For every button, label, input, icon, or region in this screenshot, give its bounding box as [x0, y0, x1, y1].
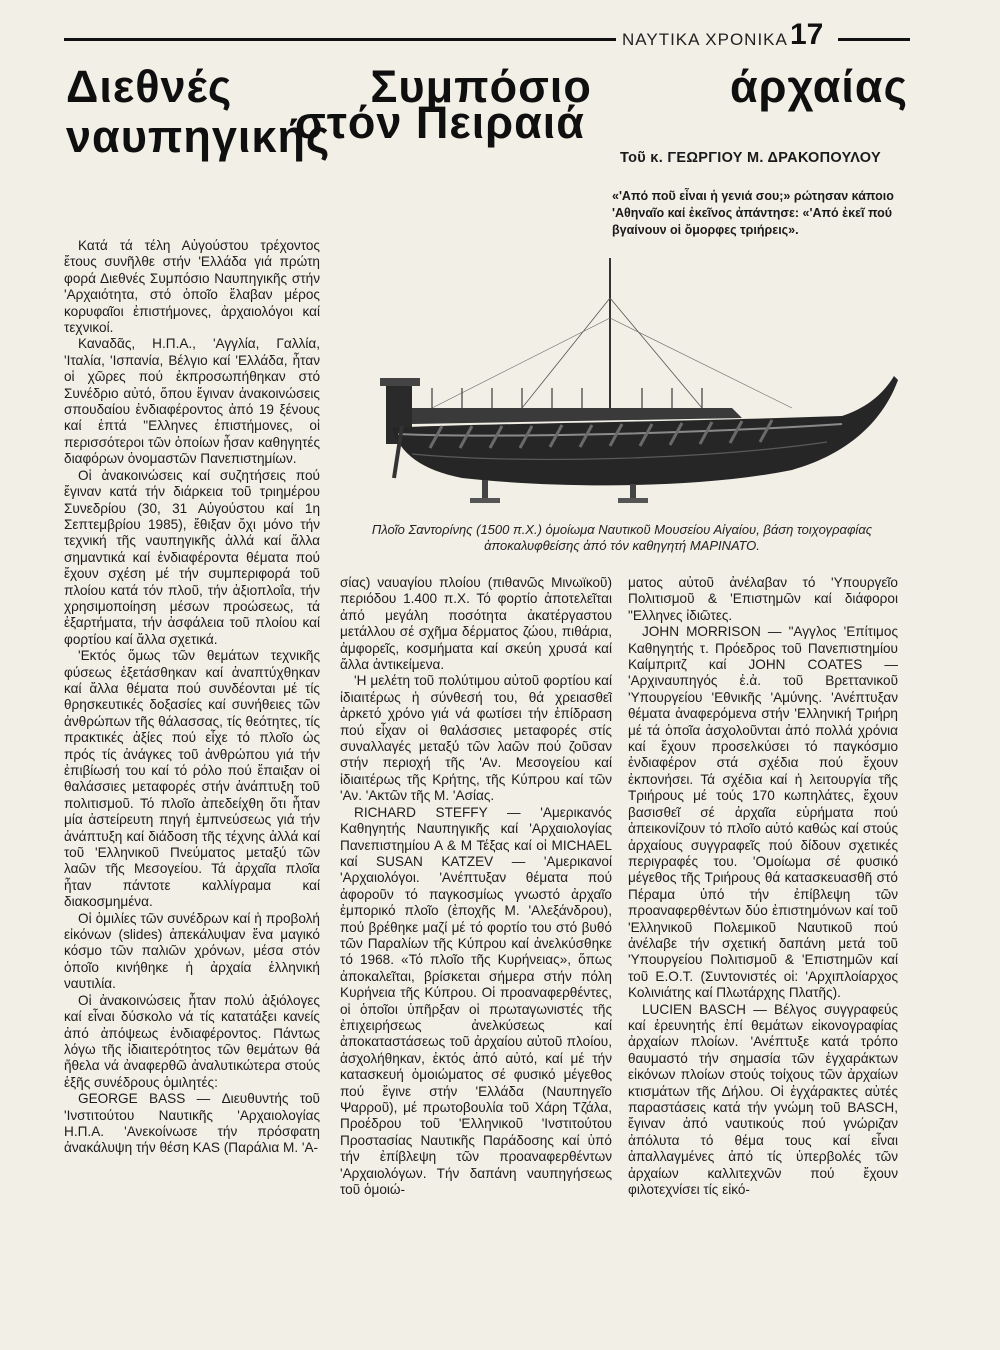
figure-caption: Πλοῖο Σαντορίνης (1500 π.Χ.) ὁμοίωμα Ναυτικοῦ Μουσείου Αἰγαίου, βάση τοιχογραφίας ἀποκαλυφθείσης ἀπό τόν καθηγητή ΜΑΡΙΝΑΤΟ. — [371, 522, 873, 553]
paragraph: Οἱ ὁμιλίες τῶν συνέδρων καί ἡ προβολή εἰκόνων (slides) ἀπεκάλυψαν ἕνα μαγικό κόσμο τῶν παλιῶν χρόνων, μέσα στόν ὁποῖο κινήθηκε ἡ ἀρχαία ἑλληνική ναυτιλία. — [64, 910, 320, 992]
page-number: 17 — [790, 18, 824, 51]
paragraph: 'Η μελέτη τοῦ πολύτιμου αὐτοῦ φορτίου καί ἰδιαιτέρως ἡ σύνθεσή του, θά χρειασθεῖ ἀρκετό χρόνο γιά νά φωτίσει τήν ἐπίδραση πού εἶχαν οἱ θαλάσσιες μεταφορές στίς συναλλαγές μεταξύ τῶν λαῶν πού ζοῦσαν στήν περιοχή τῆς 'Αν. Μεσογείου καί ἰδιαιτέρως τῆς Κρήτης, τῆς Κύπρου καί τῶν 'Αν. 'Ακτῶν τῆς Μ. 'Ασίας. — [340, 673, 612, 804]
paragraph: LUCIEN BASCH — Βέλγος συγγραφεύς καί ἐρευνητής ἐπί θεμάτων εἰκονογραφίας ἀρχαίων πλοίων. 'Ανέπτυξε κατά τρόπο θαυμαστό τήν σημασία τῶν ἐγχαράκτων εἰκόνων πλοίων στούς τοίχους τῶν ἀρχαίων κτισμάτων τῆς Δήλου. Οἱ ἐγχάρακτες αὐτές παραστάσεις κατά τήν γνώμη τοῦ BASCH, ἔγιναν ἀπό ναυτικούς πού γνώριζαν ἀπόλυτα τό θέμα τους καί εἶναι ἀπαλλαγμένες ἀπό τίς ὑπερβολές τῶν ἀρχαίων καλλιτεχνῶν πού ἔχουν φιλοτεχνίσει τίς εἰκό- — [628, 1001, 898, 1198]
header-rule-left — [64, 38, 616, 41]
magazine-name: ΝΑΥΤΙΚΑ ΧΡΟΝΙΚΑ — [622, 30, 788, 49]
ship-illustration — [372, 258, 902, 506]
paragraph: Καναδᾶς, Η.Π.Α., 'Αγγλία, Γαλλία, 'Ιταλία, 'Ισπανία, Βέλγιο καί 'Ελλάδα, ἦταν οἱ χῶρες πού ἐκπροσωπήθηκαν στό Συνέδριο αὐτό, ὅπου ἔγιναν ἀνακοινώσεις σπουδαίου ἐνδιαφέροντος ἀπό 19 ξένους καί ἑπτά "Ελληνες ἐπιστήμονες, οἱ περισσότεροι τῶν ὁποίων ἦσαν καθηγητές διαφόρων ὀνομαστῶν Πανεπιστημίων. — [64, 336, 320, 467]
paragraph: ματος αὐτοῦ ἀνέλαβαν τό 'Υπουργεῖο Πολιτισμοῦ & 'Επιστημῶν καί διάφοροι "Ελληνες ἰδιῶτες. — [628, 575, 898, 623]
paragraph: Κατά τά τέλη Αὐγούστου τρέχοντος ἔτους συνῆλθε στήν 'Ελλάδα γιά πρώτη φορά Διεθνές Συμπόσιο Ναυπηγικῆς στήν 'Αρχαιότητα, στό ὁποῖο ἔλαβαν μέρος κορυφαῖοι ἐπιστήμονες, ἀρχαιολόγοι καί τεχνικοί. — [64, 238, 320, 336]
paragraph: Οἱ ἀνακοινώσεις ἦταν πολύ ἀξιόλογες καί εἶναι δύσκολο νά τίς κατατάξει κανείς ἀπό ἀπόψεως ἐνδιαφέροντος. Πάντως λόγω τῆς ἰδιαιτερότητος τῶν θεμάτων θά ἤθελα νά ἀναφερθῶ ἀναλυτικώτερα στούς ἑξῆς συνέδρους ὁμιλητές: — [64, 992, 320, 1090]
paragraph: Οἱ ἀνακοινώσεις καί συζητήσεις πού ἔγιναν κατά τήν διάρκεια τοῦ τριημέρου Συνεδρίου (30, 31 Αὐγούστου καί 1η Σεπτεμβρίου 1985), ἔθιξαν ὄχι μόνο τήν τεχνική τῆς ναυπηγικῆς ἀλλά καί ἄλλα σημαντικά καί ἐνδιαφέροντα θέματα πού ἔχουν σχέση μέ τήν συμπεριφορά τοῦ πλοίου κατά τόν πλοῦ, τήν ἀξιοπλοΐα, τήν χρησιμοποίηση μέσων προώσεως, τά ἐξαρτήματα, τήν ἀσφάλεια τοῦ πλοίου καί φορτίου καί ἄλλα σχετικά. — [64, 467, 320, 647]
paragraph: GEORGE BASS — Διευθυντής τοῦ 'Ινστιτούτου Ναυτικῆς 'Αρχαιολογίας Η.Π.Α. 'Ανεκοίνωσε τήν πρόσφατη ἀνακάλυψη τήν θέση KAS (Παράλια Μ. 'Α- — [64, 1091, 320, 1156]
article-title-line1: Διεθνές Συμπόσιο άρχαίας ναυπηγικής — [66, 61, 908, 162]
header-rule-right — [838, 38, 910, 41]
byline: Τοῦ κ. ΓΕΩΡΓΙΟΥ Μ. ΔΡΑΚΟΠΟΥΛΟΥ — [620, 150, 881, 166]
article-column-3 — [628, 575, 898, 1290]
paragraph: JOHN MORRISON — "Αγγλος 'Επίτιμος Καθηγητής τ. Πρόεδρος τοῦ Πανεπιστημίου Καίμπριτζ καί JOHN COATES — 'Αρχιναυπηγός ἐ.ἀ. τοῦ Βρεττανικοῦ 'Υπουργείου 'Εθνικῆς 'Αμύνης. 'Ανέπτυξαν θέματα ἀναφερόμενα στήν 'Ελληνική Τριήρη μέ τά ὁποῖα ἀσχολοῦνται ἀπό πολλά χρόνια καί ἔχουν προσελκύσει τό παγκόσμιο ἐνδιαφέρον στά σχέδια πού ἔχουν ἐκπονήσει. Τά σχέδια καί ἡ λειτουργία τῆς Τριήρους μέ τούς 170 κωπηλάτες, ἔχουν βασισθεῖ σέ ἀρχαῖα εὑρήματα πού ἀπεικονίζουν τό πλοῖο αὐτό καθώς καί στούς ἀρχαίους συγγραφεῖς πού δίδουν σχετικές περιγραφές του. 'Ομοίωμα σέ φυσικό μέγεθος τῆς Τριήρους θά κατασκευασθῆ στό Πέραμα ὑπό τήν ἐπίβλεψη τῶν προαναφερθέντων δύο ἐπιστημόνων καί τοῦ 'Ελληνικοῦ Πολεμικοῦ Ναυτικοῦ πού ἀνέλαβε τήν σχετική δαπάνη μετά τοῦ 'Υπουργείου Πολιτισμοῦ & 'Επιστημῶν καί τοῦ Ε.Ο.Τ. (Συντονιστές οἱ: 'Αρχιπλοίαρχος Κολινιάτης καί Πλωτάρχης Πλατῆς). — [628, 624, 898, 1001]
paragraph: RICHARD STEFFY — 'Αμερικανός Καθηγητής Ναυπηγικῆς καί 'Αρχαιολογίας Πανεπιστημίου Α & Μ Τέξας καί οἱ MICHAEL καί SUSAN KATZEV — 'Αμερικανοί 'Αρχαιολόγοι. 'Ανέπτυξαν θέματα πού ἀφοροῦν τό παγκοσμίως γνωστό ἀρχαῖο ἐμπορικό πλοῖο (ἐποχῆς Μ. 'Αλεξάνδρου), πού βρέθηκε μαζί μέ τό φορτίο του στό βυθό τῶν Παραλίων τῆς Κύπρου καί ἀνελκύσθηκε τό 1968. «Τό πλοῖο τῆς Κυρήνειας», ὅπως ἀποκαλεῖται, βρίσκεται σήμερα στήν πόλη Κυρήνεια τῆς Κύπρου. Οἱ προαναφερθέντες, οἱ ὁποῖοι ὑπῆρξαν οἱ πρωταγωνιστές τῆς ἐπιχειρήσεως ἀνελκύσεως καί ἀποκαταστάσεως τοῦ ἀρχαίου αὐτοῦ πλοίου, ἀσχολήθηκαν, ἐκτός ἀπό αὐτό, καί μέ τήν κατασκευή ὁμοιώματος σέ φυσικό μέγεθος πού ἔγινε στήν 'Ελλάδα (Ναυπηγεῖο Ψαρροῦ), μέ πρωτοβουλία τοῦ Χάρη Τζάλα, Προέδρου τοῦ 'Ελληνικοῦ 'Ινστιτούτου Προστασίας Ναυτικῆς Παράδοσης καί ὑπό τήν ἐπίβλεψη τῶν προαναφερθέντων 'Αρχαιολόγων. Τήν δαπάνη ναυπηγήσεως τοῦ ὁμοιώ- — [340, 804, 612, 1198]
article-column-2 — [340, 575, 612, 1290]
paragraph: 'Εκτός ὅμως τῶν θεμάτων τεχνικῆς φύσεως ἐξετάσθηκαν καί ἀναπτύχθηκαν καί ἄλλα θέματα πού συνδέονται μέ τίς θρησκευτικές δοξασίες καί συνήθειες τῶν ἀνθρώπων τῆς θάλασσας, τίς θεότητες, τίς πρακτικές ἀξίες πού εἶχε τό πλοῖο ὡς πρός τίς ἀνάγκες τοῦ ἀνθρώπου γιά τήν ἐπιβίωσή του καί τό ρόλο πού ἔπαιξαν οἱ θαλάσσιες μεταφορές στήν ἀνάπτυξη τοῦ πολιτισμοῦ. Τό πλοῖο ἀπεδείχθη ὅτι ἦταν μία ἀστείρευτη πηγή ἐμπνεύσεως γιά τήν ἀνάπτυξη καί διάδοση τῆς τέχνης ἀλλά καί τοῦ 'Ελληνικοῦ Πνεύματος μεταξύ τῶν λαῶν τῆς Μεσογείου. Τά ἀρχαῖα πλοῖα ἦταν πάντοτε καλλίγραμα καί διακοσμημένα. — [64, 648, 320, 910]
paragraph: σίας) ναυαγίου πλοίου (πιθανῶς Μινωϊκοῦ) περιόδου 1.400 π.Χ. Τό φορτίο ἀποτελεῖται ἀπό μεγάλη ποσότητα ἀκατέργαστου μετάλλου σέ σχῆμα δέρματος ζώου, πιθάρια, ἀμφορεῖς, κοσμήματα καί σκεύη χρυσά καί ἄλλα ἀντικείμενα. — [340, 575, 612, 673]
article-column-1 — [64, 238, 320, 1290]
epigraph: «'Από ποῦ εἶναι ἡ γενιά σου;» ρώτησαν κάποιο 'Αθηναῖο καί ἐκεῖνος ἀπάντησε: «'Από ἐκεῖ πού βγαίνουν οἱ ὄμορφες τριήρεις». — [612, 189, 894, 237]
article-title-line2: στόν Πειραιά — [295, 97, 585, 148]
